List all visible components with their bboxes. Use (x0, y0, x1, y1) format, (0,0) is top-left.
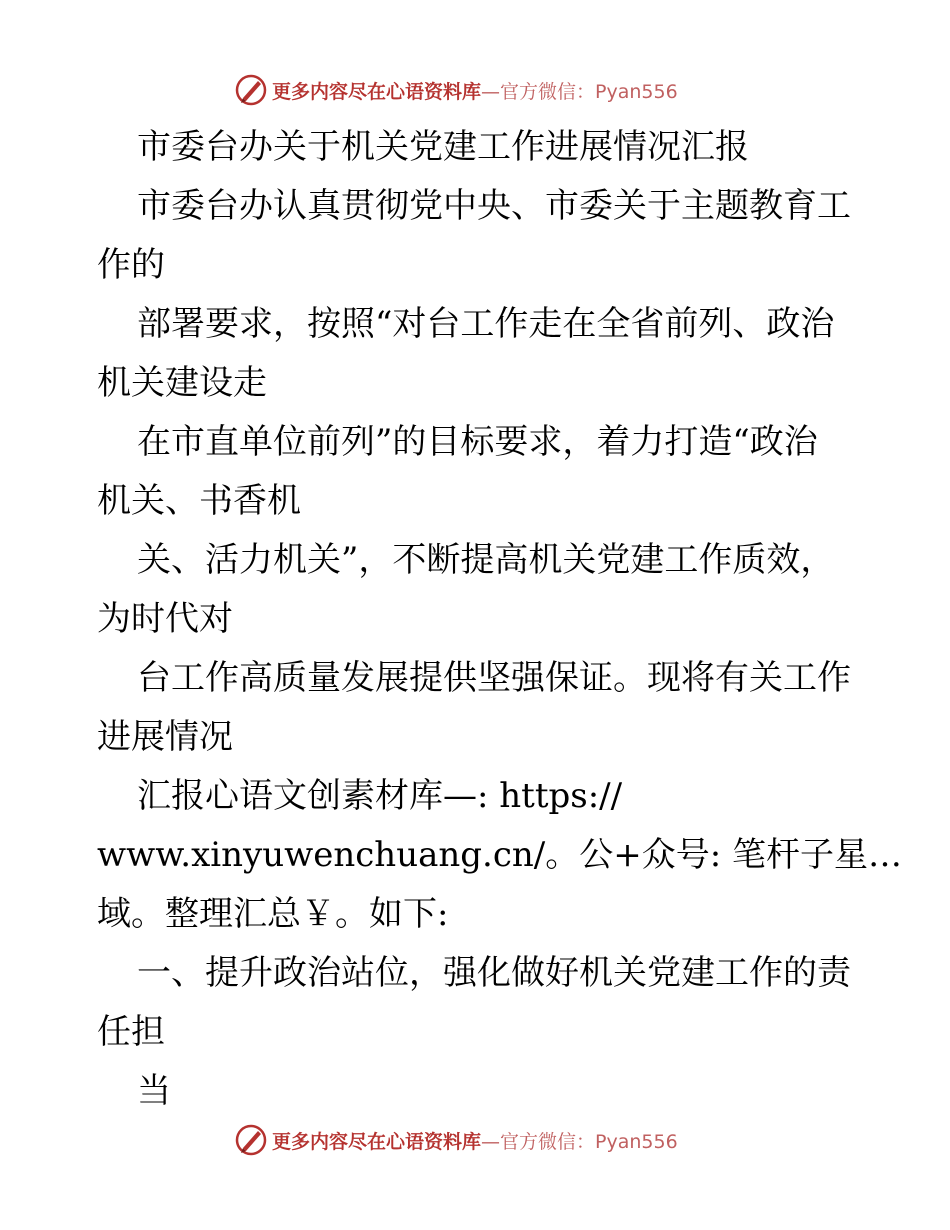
paragraph-line: 关、活力机关”，不断提高机关党建工作质效， (137, 540, 835, 580)
paragraph-line: 台工作高质量发展提供坚强保证。现将有关工作 (137, 658, 851, 698)
paragraph-line: 部署要求，按照“对台工作走在全省前列、政治 (137, 304, 835, 344)
paragraph-line: 汇报心语文创素材库—: https:// (137, 776, 623, 816)
pen-logo-icon (234, 73, 268, 107)
section-heading-continued: 任担 (97, 1012, 165, 1052)
paragraph-line: 域。整理汇总￥。如下: (97, 894, 449, 934)
pen-logo-icon (234, 1123, 268, 1157)
header-banner (234, 72, 678, 108)
paragraph-line: www.xinyuwenchuang.cn/。公+众号: 笔杆子星… (97, 835, 902, 875)
paragraph-line: 机关建设走 (97, 363, 267, 403)
section-heading: 一、提升政治站位，强化做好机关党建工作的责 (137, 953, 851, 993)
document-title: 市委台办关于机关党建工作进展情况汇报 (137, 127, 749, 167)
paragraph-line: 机关、书香机 (97, 481, 301, 521)
footer-banner (234, 1122, 678, 1158)
header-banner-text: 更多内容尽在心语资料库—官方微信：Pyan556 (272, 80, 678, 103)
paragraph-line: 市委台办认真贯彻党中央、市委关于主题教育工 (137, 186, 851, 226)
paragraph-line: 在市直单位前列”的目标要求，着力打造“政治 (137, 422, 818, 462)
paragraph-line: 进展情况 (97, 717, 233, 757)
paragraph-line: 作的 (97, 245, 165, 285)
paragraph-line: 为时代对 (97, 599, 233, 639)
footer-banner-text: 更多内容尽在心语资料库—官方微信：Pyan556 (272, 1130, 678, 1153)
document-body (97, 118, 902, 1121)
section-heading-continued: 当 (137, 1071, 171, 1111)
